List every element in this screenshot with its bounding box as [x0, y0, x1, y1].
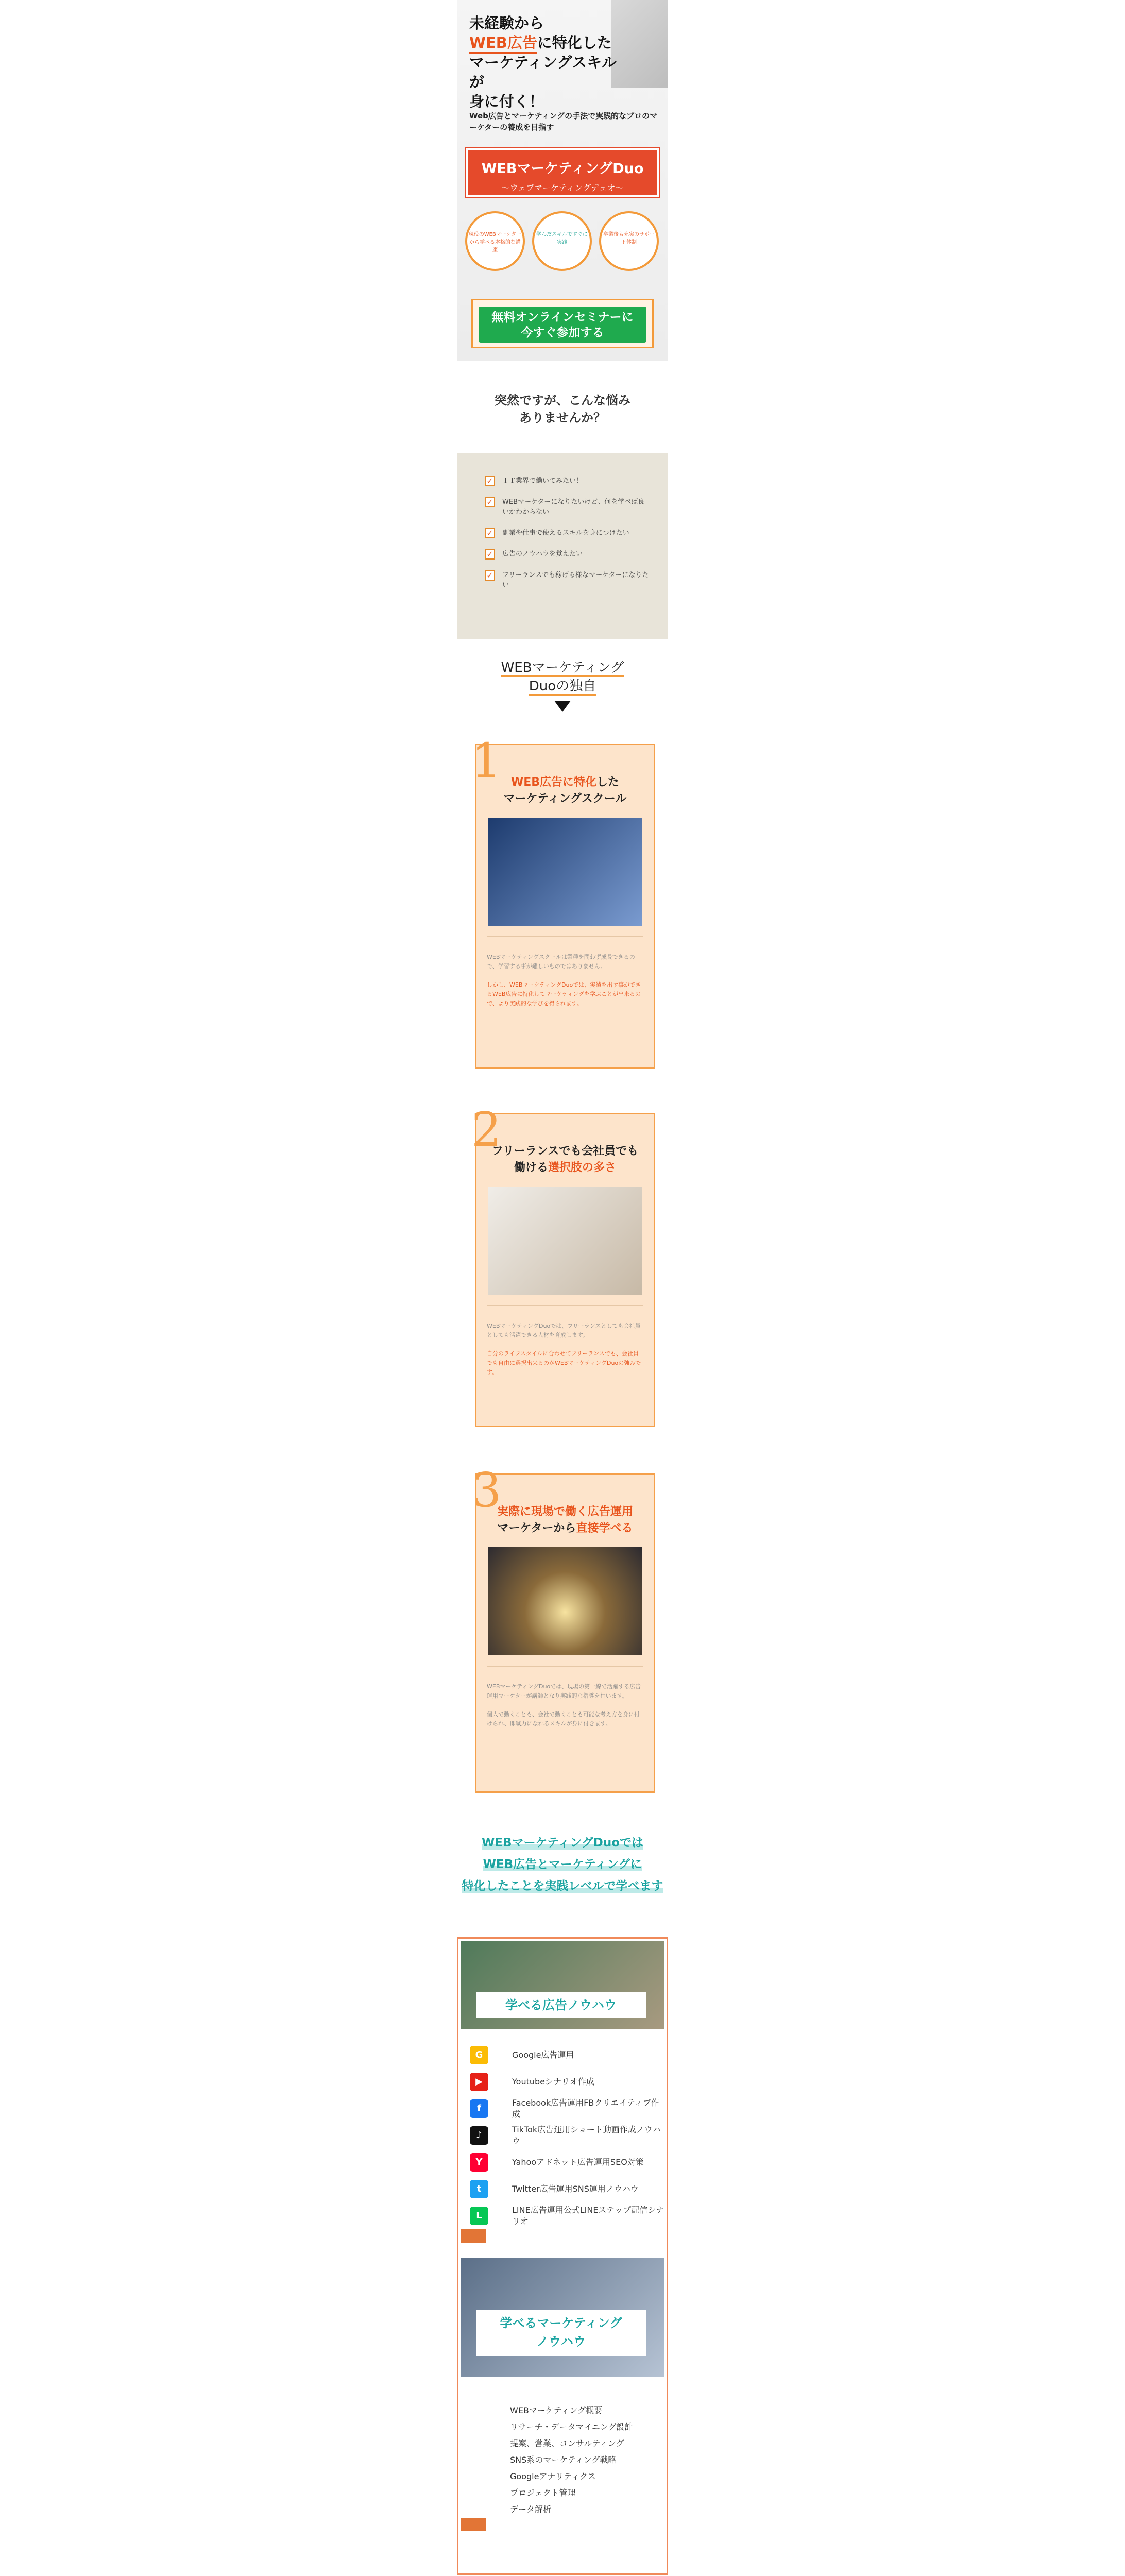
feature-circles	[465, 206, 661, 278]
hero-subtitle: Web広告とマーケティングの手法で実践的なプロのマーケターの養成を目指す	[469, 111, 658, 132]
list-item	[461, 2095, 664, 2122]
feature-card-text	[487, 953, 643, 1008]
feature-paragraph: WEBマーケティングDuoでは、現場の第一線で活躍する広告運用マーケターが講師となり実践的な指導を行います。	[487, 1683, 641, 1699]
checkbox-icon: ✓	[485, 476, 495, 486]
hero-title-line: 未経験から	[469, 14, 544, 32]
checkbox-icon: ✓	[485, 528, 495, 538]
checkbox-icon: ✓	[485, 549, 495, 560]
feature-card-text	[487, 1682, 643, 1728]
ad-knowhow-list	[461, 2042, 664, 2229]
features-title-line: WEBマーケティング	[501, 660, 624, 677]
hero-title-line: 身に付く！	[469, 93, 544, 110]
youtube-icon: ▶	[470, 2073, 488, 2091]
feature-number: 3	[471, 1463, 502, 1518]
line-icon: L	[470, 2207, 488, 2225]
feature-title-line: マーケターから	[497, 1522, 576, 1535]
suit-photo	[488, 818, 642, 926]
list-item	[461, 2202, 664, 2229]
knowhow-text: Youtubeシナリオ作成	[512, 2077, 594, 2087]
feature-card-2	[471, 1102, 655, 1427]
feature-circle: 学んだスキルですぐに実践	[532, 211, 592, 271]
feature-title-line: 働ける	[514, 1161, 548, 1174]
seminar-signup-button[interactable]	[479, 307, 646, 343]
divider	[487, 1305, 643, 1306]
feature-circle: 卒業後も充実のサポート体制	[599, 211, 659, 271]
features-title-line: Duoの独自	[529, 679, 596, 696]
worries-title	[457, 392, 668, 427]
list-item: SNS系のマーケティング戦略	[510, 2455, 617, 2465]
cta-label: 今すぐ参加する	[521, 326, 604, 340]
feature-title-highlight: WEB広告に特化	[510, 776, 597, 789]
list-item	[485, 497, 650, 517]
lightbulb-photo	[488, 1547, 642, 1655]
hero-section	[457, 0, 668, 361]
marketing-knowhow-banner	[461, 2258, 664, 2377]
hero-title-line: マーケティングスキルが	[469, 54, 617, 91]
two-people-photo	[488, 1187, 642, 1295]
feature-card-title	[476, 1143, 654, 1176]
knowhow-text: LINE広告運用公式LINEステップ配信シナリオ	[512, 2205, 664, 2226]
knowhow-text: Google広告運用	[512, 2050, 574, 2060]
marketing-label-line: 学べるマーケティング	[500, 2316, 622, 2330]
worry-text: ＩＴ業界で働いてみたい！	[502, 477, 583, 485]
feature-circle: 現役のWEBマーケターから学べる本格的な講座	[465, 211, 525, 271]
ad-knowhow-label: 学べる広告ノウハウ	[476, 1992, 646, 2018]
feature-title-line: フリーランスでも会社員でも	[491, 1145, 639, 1158]
cta-box-top	[471, 299, 654, 348]
feature-title-highlight: 直接学べる	[576, 1522, 633, 1535]
list-item: WEBマーケティング概要	[510, 2405, 602, 2415]
feature-card-text	[487, 1321, 643, 1377]
divider	[487, 1666, 643, 1667]
worries-box	[457, 453, 668, 639]
worries-title-line: 突然ですが、こんな悩み	[495, 393, 630, 408]
divider	[487, 936, 643, 937]
list-item: プロジェクト管理	[510, 2488, 576, 2498]
worry-text: 広告のノウハウを覚えたい	[502, 550, 583, 558]
marketing-knowhow-label	[476, 2310, 646, 2356]
knowhow-text: Facebook広告運用FBクリエイティブ作成	[512, 2098, 659, 2119]
lead-line: 特化したことを実践レベルで学べます	[462, 1879, 663, 1893]
worry-text: WEBマーケターになりたいけど、何を学べば良いかわからない	[502, 498, 645, 516]
list-item	[461, 2042, 664, 2069]
checkbox-icon: ✓	[485, 570, 495, 581]
checkbox-icon: ✓	[485, 497, 495, 507]
feature-paragraph: WEBマーケティングDuoでは、フリーランスとしても会社員としても活躍できる人材を育成します。	[487, 1323, 641, 1338]
feature-title-highlight: 実際に現場で働く広告運用	[497, 1505, 633, 1518]
facebook-icon: f	[470, 2099, 488, 2118]
knowhow-text: Twitter広告運用SNS運用ノウハウ	[512, 2184, 639, 2194]
feature-card-title	[476, 1504, 654, 1537]
list-item	[461, 2122, 664, 2149]
list-item	[461, 2069, 664, 2095]
knowhow-text: Yahooアドネット広告運用SEO対策	[512, 2157, 644, 2167]
school-name: WEBマーケティングDuo	[481, 161, 644, 177]
google-ads-icon: G	[470, 2046, 488, 2064]
worry-text: フリーランスでも稼げる様なマーケターになりたい	[502, 571, 649, 589]
feature-card-title	[476, 774, 654, 807]
lead-line: WEBマーケティングDuoでは	[481, 1836, 644, 1850]
features-title	[457, 658, 668, 696]
feature-title-highlight: 選択肢の多さ	[548, 1161, 617, 1174]
feature-card-1	[471, 733, 655, 1069]
yahoo-icon: Y	[470, 2153, 488, 2172]
hero-title-highlight: WEB広告	[469, 34, 537, 54]
knowhow-section	[457, 1937, 668, 2575]
feature-paragraph: 自分のライフスタイルに合わせてフリーランスでも、会社員でも自由に選択出来るのがWEBマーケティングDuoの強みです。	[487, 1350, 641, 1376]
feature-number: 1	[471, 733, 502, 788]
list-item: 提案、営業、コンサルティング	[510, 2438, 624, 2448]
marketing-label-line: ノウハウ	[536, 2334, 586, 2349]
list-item	[485, 528, 650, 538]
feature-paragraph: WEBマーケティングスクールは業種を問わず成長できるので、学習する事が難しいものではありません。	[487, 954, 635, 970]
list-item	[485, 476, 650, 486]
marketing-knowhow-list	[461, 2392, 664, 2518]
lead-line: WEB広告とマーケティングに	[483, 1858, 642, 1871]
school-name-reading: 〜ウェブマーケティングデュオ〜	[501, 183, 624, 193]
list-item: Googleアナリティクス	[510, 2471, 596, 2481]
curriculum-lead	[457, 1832, 668, 1897]
hero-title-line: に特化した	[537, 34, 612, 52]
list-item	[485, 570, 650, 590]
feature-number: 2	[471, 1102, 502, 1157]
list-item: データ解析	[510, 2504, 552, 2514]
school-name-ribbon	[466, 148, 659, 197]
arrow-down-icon	[554, 701, 571, 712]
knowhow-text: TikTok広告運用ショート動画作成ノウハウ	[512, 2125, 661, 2146]
feature-paragraph: しかし、WEBマーケティングDuoでは、実績を出す事ができるWEB広告に特化してマーケティングを学ぶことが出来るので、より実践的な学びを得られます。	[487, 981, 641, 1007]
worries-title-line: ありませんか？	[519, 411, 606, 425]
twitter-icon: t	[470, 2180, 488, 2198]
feature-card-3	[471, 1463, 655, 1793]
list-item	[485, 549, 650, 559]
worries-list	[485, 476, 650, 601]
feature-title-line: した	[596, 776, 620, 789]
list-item	[461, 2149, 664, 2176]
worry-text: 副業や仕事で使えるスキルを身につけたい	[502, 529, 629, 537]
cta-label: 無料オンラインセミナーに	[491, 311, 634, 324]
feature-title-line: マーケティングスクール	[503, 792, 627, 805]
feature-paragraph: 個人で動くことも、会社で動くことも可能な考え方を身に付けられ、即戦力になれるスキルが身に付きます。	[487, 1711, 640, 1727]
list-item: リサーチ・データマイニング設計	[510, 2422, 633, 2432]
list-item	[461, 2176, 664, 2202]
hero-title	[469, 13, 624, 111]
tiktok-icon: ♪	[470, 2126, 488, 2145]
ad-knowhow-banner	[461, 1941, 664, 2029]
